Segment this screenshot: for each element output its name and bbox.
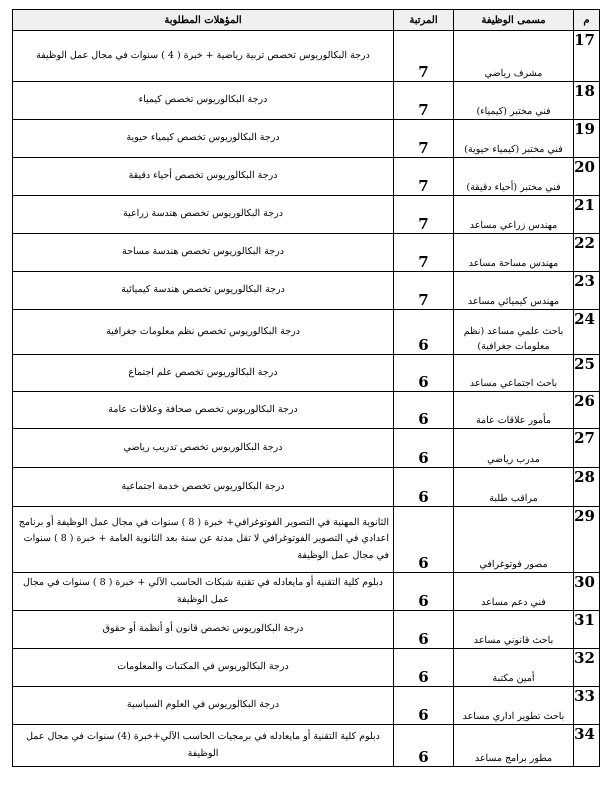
job-qualifications: درجة البكالوريوس تخصص صحافة وعلاقات عامة (13, 392, 394, 429)
row-number: 28 (574, 468, 600, 507)
job-title: فني مختبر (كيمياء حيوية) (454, 120, 574, 158)
row-number: 26 (574, 392, 600, 429)
job-grade: 6 (394, 573, 454, 611)
job-title: أمين مكتبة (454, 649, 574, 687)
job-grade: 6 (394, 392, 454, 429)
job-grade: 6 (394, 649, 454, 687)
row-number: 25 (574, 355, 600, 392)
job-grade: 7 (394, 158, 454, 196)
job-grade: 6 (394, 687, 454, 725)
row-number: 20 (574, 158, 600, 196)
job-qualifications: الثانوية المهنية في التصوير الفوتوغرافي+ خبرة ( 8 ) سنوات في مجال عمل الوظيفة أو برنامج اعدادي في التصوير الفوتوغرافي لا تقل مدتة عن سنة بعد الثانوية العامة + خبرة ( 8 ) سنوات في مجال عمل الوظيفة (13, 507, 394, 573)
job-title: مأمور علاقات عامة (454, 392, 574, 429)
table-row (13, 573, 600, 611)
table-row (13, 196, 600, 234)
row-number: 21 (574, 196, 600, 234)
job-qualifications: درجة البكالوريوس تخصص خدمة اجتماعية (13, 468, 394, 507)
row-number: 30 (574, 573, 600, 611)
table-row (13, 355, 600, 392)
job-title: باحث اجتماعي مساعد (454, 355, 574, 392)
job-title: مشرف رياضي (454, 31, 574, 82)
job-qualifications: درجة البكالوريوس تخصص هندسة كيميائية (13, 272, 394, 310)
table-row (13, 649, 600, 687)
job-qualifications: درجة البكالوريوس تخصص كيمياء حيوية (13, 120, 394, 158)
job-qualifications: درجة البكالوريوس تخصص تدريب رياضي (13, 429, 394, 468)
table-body (13, 31, 600, 767)
table-row (13, 272, 600, 310)
header-num: م (574, 10, 600, 31)
table-row (13, 429, 600, 468)
job-title: فني مختبر (كيمياء) (454, 82, 574, 120)
jobs-table (12, 9, 600, 767)
table-row (13, 120, 600, 158)
row-number: 27 (574, 429, 600, 468)
job-title: مراقب طلبة (454, 468, 574, 507)
table-header-row (13, 10, 600, 31)
table-row (13, 82, 600, 120)
job-grade: 7 (394, 234, 454, 272)
job-qualifications: درجة البكالوريوس تخصص هندسة مساحة (13, 234, 394, 272)
job-title: مصور فوتوغرافي (454, 507, 574, 573)
job-title: فني مختبر (أحياء دقيقة) (454, 158, 574, 196)
job-qualifications: درجة البكالوريوس في المكتبات والمعلومات (13, 649, 394, 687)
job-qualifications: درجة البكالوريوس تخصص تربية رياضية + خبرة ( 4 ) سنوات في مجال عمل الوظيفة (13, 31, 394, 82)
job-qualifications: دبلوم كلية التقنية أو مايعادله في تقنية شبكات الحاسب الآلي + خبرة ( 8 ) سنوات في مجال عمل الوظيفة (13, 573, 394, 611)
job-grade: 7 (394, 196, 454, 234)
table-row (13, 611, 600, 649)
job-qualifications: درجة البكالوريوس تخصص قانون أو أنظمة أو حقوق (13, 611, 394, 649)
row-number: 32 (574, 649, 600, 687)
header-job-title: مسمى الوظيفة (454, 10, 574, 31)
table-row (13, 725, 600, 767)
row-number: 31 (574, 611, 600, 649)
table-row (13, 31, 600, 82)
table-row (13, 310, 600, 355)
job-grade: 7 (394, 31, 454, 82)
job-title: فني دعم مساعد (454, 573, 574, 611)
row-number: 18 (574, 82, 600, 120)
job-title: مدرب رياضي (454, 429, 574, 468)
job-title: باحث علمي مساعد (نظم معلومات جغرافية) (454, 310, 574, 355)
job-grade: 7 (394, 82, 454, 120)
job-grade: 7 (394, 120, 454, 158)
job-title: مهندس زراعي مساعد (454, 196, 574, 234)
table-row (13, 687, 600, 725)
job-qualifications: دبلوم كلية التقنية أو مايعادله في برمجيات الحاسب الآلي+خبرة (4) سنوات في مجال عمل الوظيفة (13, 725, 394, 767)
row-number: 33 (574, 687, 600, 725)
job-grade: 6 (394, 507, 454, 573)
row-number: 19 (574, 120, 600, 158)
job-qualifications: درجة البكالوريوس تخصص هندسة زراعية (13, 196, 394, 234)
header-qualifications: المؤهلات المطلوبة (13, 10, 394, 31)
job-grade: 7 (394, 272, 454, 310)
row-number: 29 (574, 507, 600, 573)
job-grade: 6 (394, 429, 454, 468)
header-grade: المرتبة (394, 10, 454, 31)
table-row (13, 234, 600, 272)
job-title: باحث قانوني مساعد (454, 611, 574, 649)
job-qualifications: درجة البكالوريوس تخصص نظم معلومات جغرافية (13, 310, 394, 355)
row-number: 23 (574, 272, 600, 310)
job-title: مهندس مساحة مساعد (454, 234, 574, 272)
job-qualifications: درجة البكالوريوس تخصص علم اجتماع (13, 355, 394, 392)
row-number: 34 (574, 725, 600, 767)
job-title: باحث تطوير اداري مساعد (454, 687, 574, 725)
table-row (13, 507, 600, 573)
job-grade: 6 (394, 611, 454, 649)
job-grade: 6 (394, 725, 454, 767)
job-grade: 6 (394, 468, 454, 507)
job-title: مهندس كيميائي مساعد (454, 272, 574, 310)
table-row (13, 392, 600, 429)
table-row (13, 468, 600, 507)
table-row (13, 158, 600, 196)
row-number: 22 (574, 234, 600, 272)
job-qualifications: درجة البكالوريوس تخصص أحياء دقيقة (13, 158, 394, 196)
row-number: 24 (574, 310, 600, 355)
job-grade: 6 (394, 355, 454, 392)
row-number: 17 (574, 31, 600, 82)
job-title: مطور برامج مساعد (454, 725, 574, 767)
job-qualifications: درجة البكالوريوس في العلوم السياسية (13, 687, 394, 725)
job-qualifications: درجة البكالوريوس تخصص كيمياء (13, 82, 394, 120)
job-grade: 6 (394, 310, 454, 355)
